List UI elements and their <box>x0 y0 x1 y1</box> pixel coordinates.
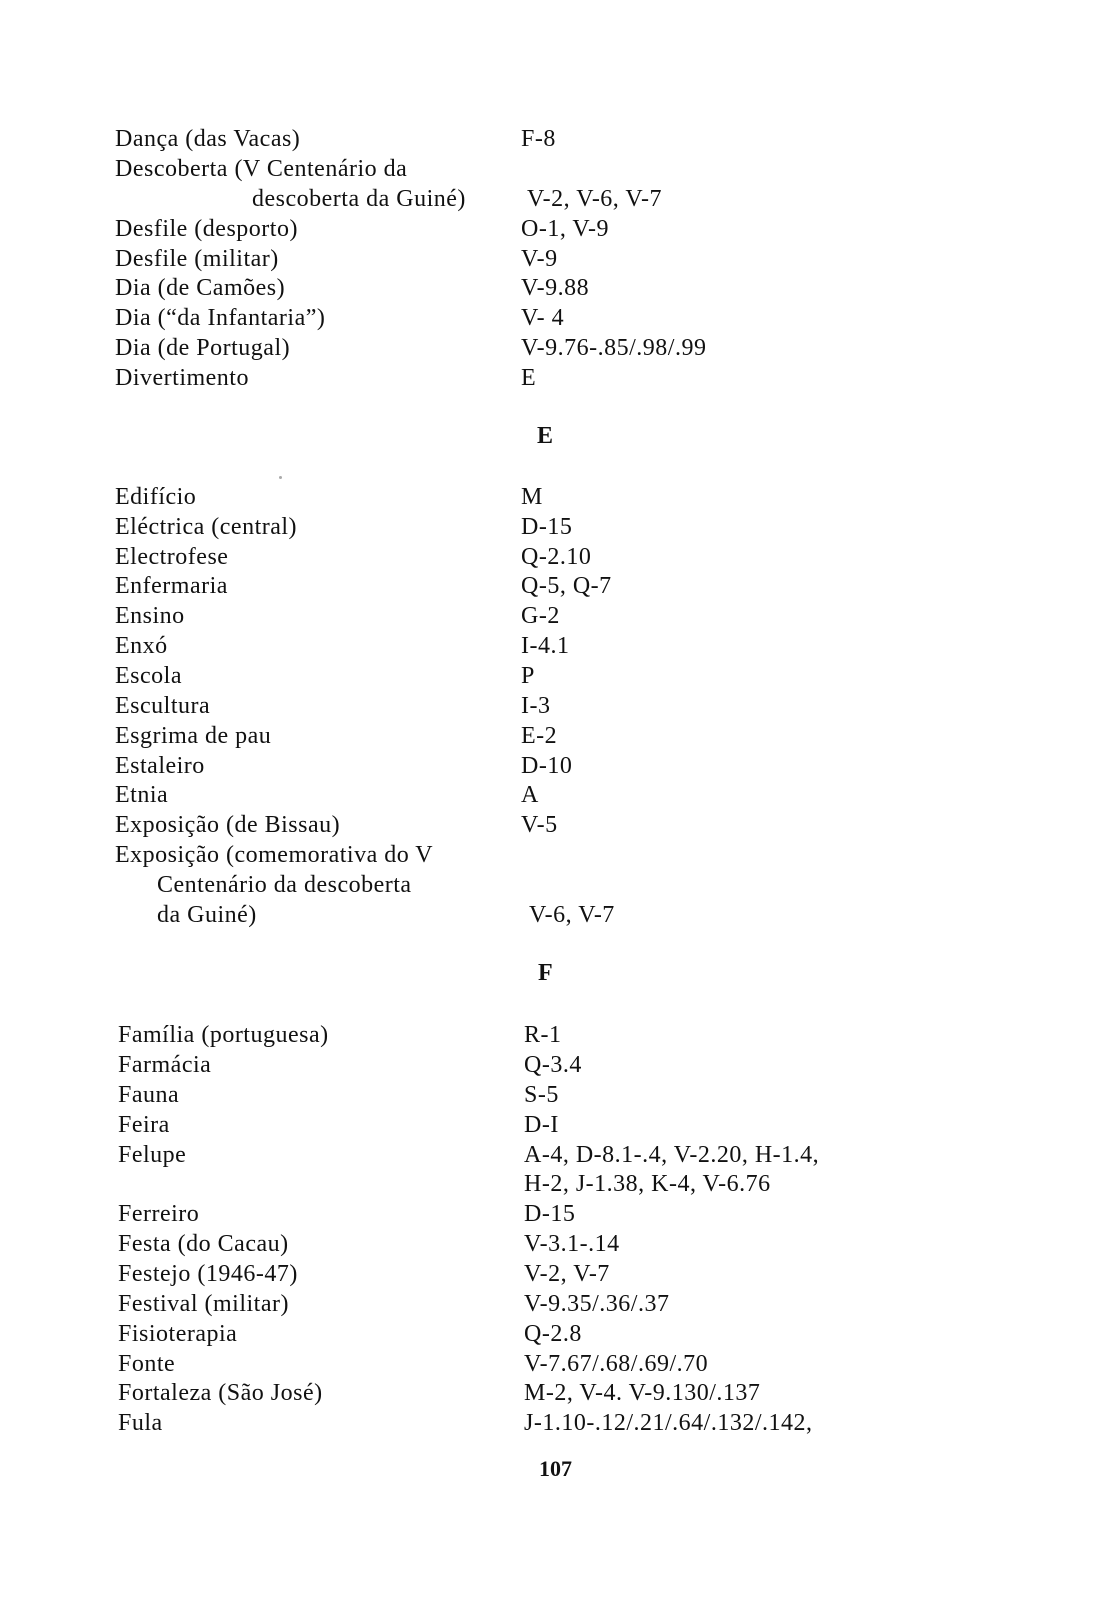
entry-ref: I-3 <box>521 693 551 719</box>
entry-term: Feira <box>118 1112 170 1138</box>
entry-term: Ferreiro <box>118 1201 200 1227</box>
index-entry <box>0 780 1109 811</box>
index-entry <box>0 1378 1109 1409</box>
entry-term: Fisioterapia <box>118 1321 238 1347</box>
entry-ref: A-4, D-8.1-.4, V-2.20, H-1.4, <box>524 1142 820 1168</box>
entry-ref: P <box>521 663 535 689</box>
index-entry <box>0 273 1109 304</box>
entry-ref: Q-2.8 <box>524 1321 582 1347</box>
index-entry <box>0 840 1109 871</box>
index-entry <box>0 363 1109 394</box>
index-entry <box>0 721 1109 752</box>
entry-ref: J-1.10-.12/.21/.64/.132/.142, <box>524 1410 813 1436</box>
section-letter-f: F <box>538 960 553 986</box>
entry-term: Exposição (comemorativa do V <box>115 842 434 868</box>
entry-ref: Q-2.10 <box>521 544 592 570</box>
index-entry <box>0 214 1109 245</box>
entry-term: da Guiné) <box>157 902 257 928</box>
entry-ref: M-2, V-4. V-9.130/.137 <box>524 1380 761 1406</box>
index-entry <box>0 1319 1109 1350</box>
entry-ref: M <box>521 484 543 510</box>
index-entry <box>0 512 1109 543</box>
entry-ref: D-15 <box>521 514 573 540</box>
entry-term: Descoberta (V Centenário da <box>115 156 408 182</box>
index-entry <box>0 571 1109 602</box>
entry-term: Dia (de Portugal) <box>115 335 291 361</box>
index-entry <box>0 1408 1109 1439</box>
entry-ref: D-I <box>524 1112 559 1138</box>
entry-ref: A <box>521 782 539 808</box>
entry-term: Enfermaria <box>115 573 228 599</box>
page-number: 107 <box>539 1456 572 1481</box>
entry-ref: E-2 <box>521 723 558 749</box>
entry-term: descoberta da Guiné) <box>252 186 466 212</box>
entry-ref: V-6, V-7 <box>529 902 615 928</box>
index-entry <box>0 870 1109 901</box>
entry-ref: V-9.35/.36/.37 <box>524 1291 670 1317</box>
index-entry <box>0 1199 1109 1230</box>
index-entry <box>0 751 1109 782</box>
entry-ref: E <box>521 365 537 391</box>
entry-ref: F-8 <box>521 126 556 152</box>
index-entry <box>0 154 1109 185</box>
entry-term: Fauna <box>118 1082 180 1108</box>
entry-term: Família (portuguesa) <box>118 1022 329 1048</box>
entry-ref: Q-5, Q-7 <box>521 573 612 599</box>
entry-ref: H-2, J-1.38, K-4, V-6.76 <box>524 1171 771 1197</box>
entry-ref: S-5 <box>524 1082 559 1108</box>
index-entry <box>0 1259 1109 1290</box>
index-entry <box>0 303 1109 334</box>
entry-term: Festejo (1946-47) <box>118 1261 298 1287</box>
entry-term: Desfile (desporto) <box>115 216 298 242</box>
entry-ref: Q-3.4 <box>524 1052 582 1078</box>
entry-term: Dia (de Camões) <box>115 275 286 301</box>
entry-ref: V-2, V-7 <box>524 1261 610 1287</box>
index-entry <box>0 1080 1109 1111</box>
entry-ref: V-9 <box>521 246 558 272</box>
entry-term: Centenário da descoberta <box>157 872 412 898</box>
index-entry <box>0 1229 1109 1260</box>
index-entry <box>0 184 1109 215</box>
entry-term: Escola <box>115 663 182 689</box>
entry-term: Exposição (de Bissau) <box>115 812 341 838</box>
speck-mark <box>279 476 282 479</box>
entry-term: Escultura <box>115 693 211 719</box>
entry-ref: I-4.1 <box>521 633 570 659</box>
index-entry <box>0 1349 1109 1380</box>
index-entry <box>0 631 1109 662</box>
entry-ref: V- 4 <box>521 305 565 331</box>
index-entry <box>0 601 1109 632</box>
index-entry <box>0 124 1109 155</box>
entry-ref: V-7.67/.68/.69/.70 <box>524 1351 709 1377</box>
entry-ref: V-2, V-6, V-7 <box>527 186 662 212</box>
entry-term: Dia (“da Infantaria”) <box>115 305 326 331</box>
entry-ref: V-9.88 <box>521 275 590 301</box>
entry-ref: V-5 <box>521 812 558 838</box>
entry-term: Esgrima de pau <box>115 723 272 749</box>
index-entry <box>0 1020 1109 1051</box>
entry-ref: V-3.1-.14 <box>524 1231 620 1257</box>
entry-ref: O-1, V-9 <box>521 216 610 242</box>
entry-ref: V-9.76-.85/.98/.99 <box>521 335 707 361</box>
index-entry <box>0 1140 1109 1171</box>
entry-ref: D-10 <box>521 753 573 779</box>
index-entry <box>0 810 1109 841</box>
index-entry <box>0 1169 1109 1200</box>
index-entry <box>0 900 1109 931</box>
entry-term: Enxó <box>115 633 168 659</box>
entry-term: Farmácia <box>118 1052 212 1078</box>
entry-term: Eléctrica (central) <box>115 514 298 540</box>
entry-term: Fula <box>118 1410 163 1436</box>
entry-term: Edifício <box>115 484 197 510</box>
index-entry <box>0 661 1109 692</box>
index-entry <box>0 244 1109 275</box>
entry-term: Festival (militar) <box>118 1291 289 1317</box>
index-entry <box>0 333 1109 364</box>
entry-term: Etnia <box>115 782 169 808</box>
entry-term: Festa (do Cacau) <box>118 1231 289 1257</box>
index-entry <box>0 482 1109 513</box>
entry-term: Fonte <box>118 1351 176 1377</box>
index-entry <box>0 691 1109 722</box>
entry-term: Estaleiro <box>115 753 205 779</box>
entry-term: Felupe <box>118 1142 187 1168</box>
entry-term: Desfile (militar) <box>115 246 279 272</box>
entry-ref: D-15 <box>524 1201 576 1227</box>
section-letter-e: E <box>537 423 554 449</box>
entry-ref: R-1 <box>524 1022 562 1048</box>
entry-term: Divertimento <box>115 365 249 391</box>
index-entry <box>0 1289 1109 1320</box>
index-entry <box>0 1050 1109 1081</box>
entry-term: Ensino <box>115 603 185 629</box>
entry-term: Electrofese <box>115 544 229 570</box>
entry-term: Fortaleza (São José) <box>118 1380 323 1406</box>
entry-term: Dança (das Vacas) <box>115 126 301 152</box>
index-entry <box>0 1110 1109 1141</box>
entry-ref: G-2 <box>521 603 560 629</box>
index-entry <box>0 542 1109 573</box>
